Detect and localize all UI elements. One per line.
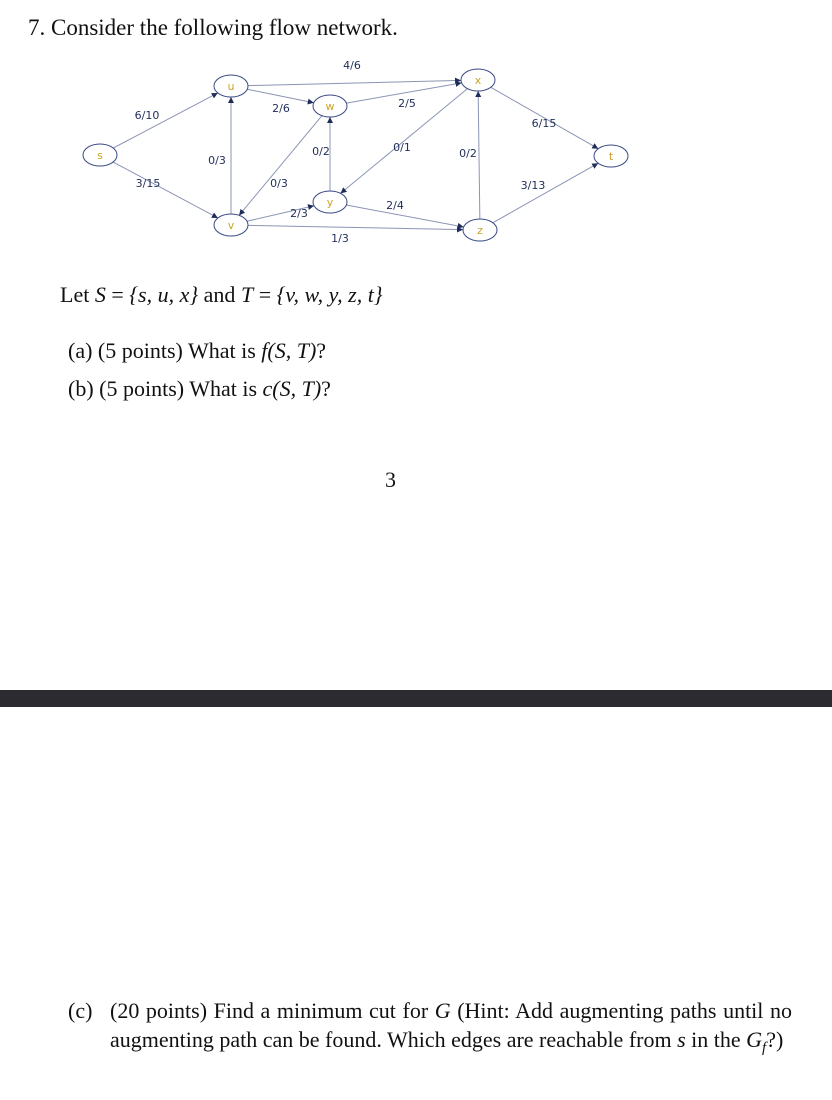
equals: = bbox=[253, 282, 277, 307]
edge-y-z bbox=[346, 205, 463, 227]
edge-label-w-x: 2/5 bbox=[398, 97, 416, 110]
set-s-members: {s, u, x} bbox=[129, 282, 199, 307]
cut-definition bbox=[60, 282, 383, 308]
let-text: Let bbox=[60, 282, 90, 307]
graph-symbol: G bbox=[434, 998, 451, 1023]
edge-label-y-w: 0/2 bbox=[312, 145, 330, 158]
edge-v-z bbox=[248, 225, 463, 229]
edge-label-v-u: 0/3 bbox=[208, 154, 226, 167]
question-text: Consider the following flow network. bbox=[51, 15, 398, 40]
edge-label-u-w: 2/6 bbox=[272, 102, 290, 115]
text: (Hint: Add augmenting paths until no augmenting path can be found. Which edges are reachable from bbox=[110, 998, 792, 1052]
flow-network-diagram bbox=[0, 0, 832, 270]
question-mark: ? bbox=[321, 376, 331, 401]
source-symbol: s bbox=[677, 1027, 686, 1052]
node-label-x: x bbox=[474, 74, 482, 87]
residual-subscript: f bbox=[762, 1040, 767, 1057]
edge-z-x bbox=[478, 91, 480, 219]
set-s-symbol: S bbox=[94, 282, 106, 307]
edge-w-v bbox=[239, 116, 322, 216]
node-label-v: v bbox=[227, 219, 235, 232]
part-b bbox=[68, 376, 331, 402]
part-a bbox=[68, 338, 326, 364]
and-text: and bbox=[198, 282, 241, 307]
part-label: (a) bbox=[68, 338, 93, 363]
edge-label-y-z: 2/4 bbox=[386, 199, 404, 212]
text: (20 points) Find a minimum cut for bbox=[110, 998, 435, 1023]
edge-label-w-v: 0/3 bbox=[270, 177, 288, 190]
edge-label-u-x: 4/6 bbox=[343, 59, 361, 72]
edge-label-z-x: 0/2 bbox=[459, 147, 477, 160]
question-number: 7. bbox=[28, 15, 46, 40]
edge-label-v-z: 1/3 bbox=[331, 232, 349, 245]
part-c bbox=[68, 996, 792, 1063]
node-label-z: z bbox=[477, 224, 483, 237]
edge-label-x-y: 0/1 bbox=[393, 141, 411, 154]
text: in the bbox=[685, 1027, 747, 1052]
node-label-w: w bbox=[325, 100, 335, 113]
part-label: (b) bbox=[68, 376, 94, 401]
edge-label-x-t: 6/15 bbox=[531, 117, 557, 130]
edge-label-z-t: 3/13 bbox=[520, 179, 546, 192]
set-t-members: {v, w, y, z, t} bbox=[276, 282, 383, 307]
capacity-expression: c(S, T) bbox=[262, 376, 322, 401]
edge-u-x bbox=[248, 80, 461, 85]
part-text bbox=[110, 996, 792, 1063]
text: ?) bbox=[766, 1027, 784, 1052]
edge-s-u bbox=[113, 93, 218, 148]
edge-z-t bbox=[493, 163, 598, 223]
question-mark: ? bbox=[316, 338, 327, 363]
page-divider bbox=[0, 690, 832, 707]
node-label-u: u bbox=[227, 80, 235, 93]
edge-label-v-y: 2/3 bbox=[290, 207, 308, 220]
node-label-t: t bbox=[608, 150, 614, 163]
residual-graph-symbol: G bbox=[746, 1027, 763, 1052]
part-label: (c) bbox=[68, 998, 93, 1023]
node-label-y: y bbox=[326, 196, 334, 209]
edge-u-w bbox=[247, 89, 314, 102]
flow-expression: f(S, T) bbox=[261, 338, 317, 363]
equals: = bbox=[105, 282, 130, 307]
edge-label-s-v: 3/15 bbox=[135, 177, 161, 190]
edge-label-s-u: 6/10 bbox=[134, 109, 160, 122]
node-label-s: s bbox=[97, 149, 103, 162]
set-t-symbol: T bbox=[240, 282, 254, 307]
page-number: 3 bbox=[385, 467, 396, 492]
part-text: (5 points) What is bbox=[99, 376, 263, 401]
edge-s-v bbox=[113, 162, 218, 218]
part-text: (5 points) What is bbox=[97, 338, 262, 363]
